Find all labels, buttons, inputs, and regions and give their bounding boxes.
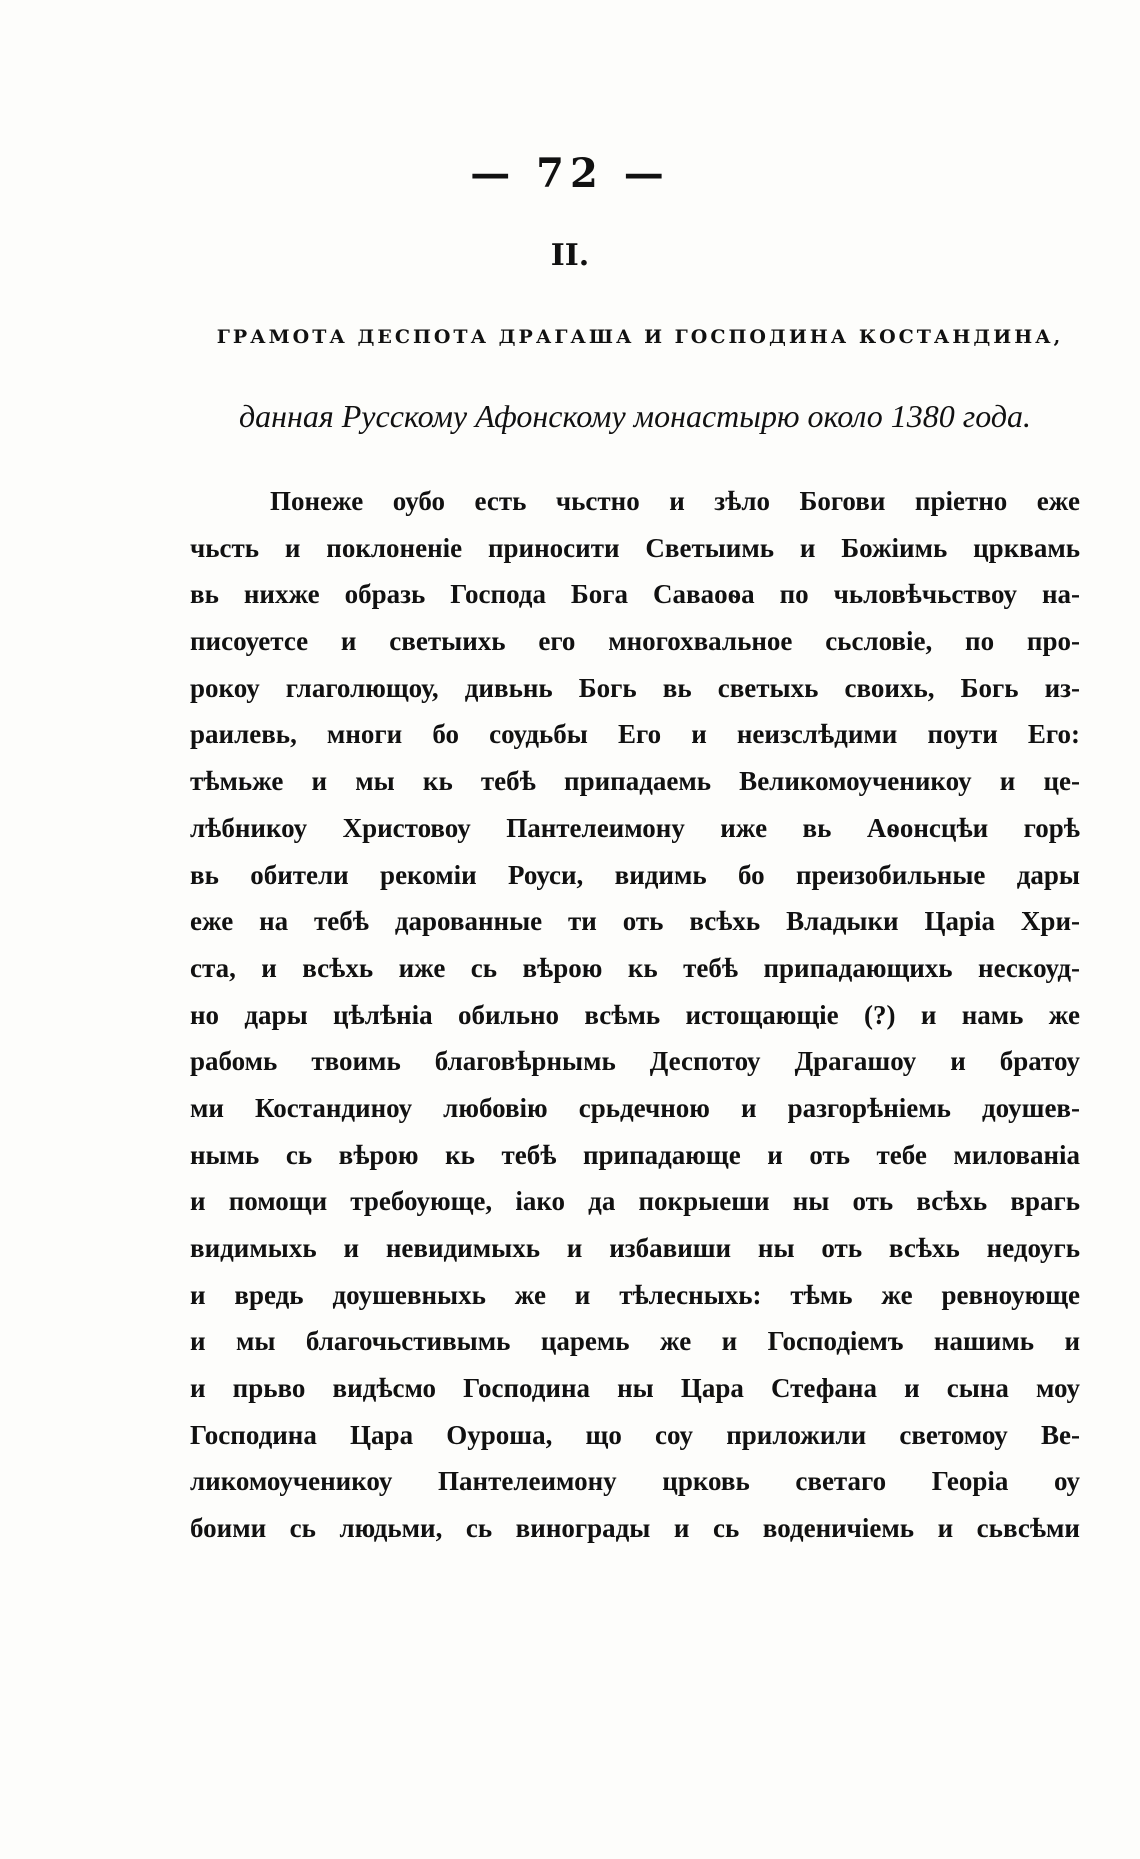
text-line: но дары цѣлѣнiа обильно всѣмь истощающiе (?) и намь же — [190, 999, 1080, 1030]
text-line: ми Костандиноу любовiю срьдечною и разгорѣнiемь доушев- — [190, 1092, 1080, 1123]
text-line: чьсть и поклоненiе приносити Светыимь и Божiимь црквамь — [190, 532, 1080, 563]
text-line: рокоу глаголющоу, дивьнь Богь вь светыхь своихь, Богь из- — [190, 672, 1080, 703]
text-line: и прьво видѣсмо Господина ны Цара Стефана и сына моу — [190, 1373, 1080, 1404]
body-text — [190, 478, 1080, 1552]
text-line: ликомоученикоу Пантелеимону црковь светаго Георiа оу — [190, 1466, 1080, 1497]
text-line: видимыхь и невидимыхь и избавиши ны оть всѣхь недоугь — [190, 1233, 1080, 1263]
text-line: боими сь людьми, сь винограды и сь воденичiемь и сьвсѣми — [190, 1513, 1080, 1544]
text-line: рабомь твоимь благовѣрнымь Деспотоу Драгашоу и братоу — [190, 1046, 1080, 1077]
text-line: вь обители рекомiи Роуси, видимь бо преизобильные дары — [190, 859, 1080, 890]
text-line: и помощи требоующе, iако да покрыеши ны оть всѣхь врагь — [190, 1186, 1080, 1217]
text-line: лѣбникоу Христовоу Пантелеимону иже вь Аѳонсцѣи горѣ — [190, 812, 1080, 843]
section-number: II. — [550, 238, 590, 273]
text-line: Господина Цара Оуроша, що соу приложили светомоу Ве- — [190, 1419, 1080, 1450]
text-line: нымь сь вѣрою кь тебѣ припадающе и оть тебе милованiа — [190, 1139, 1080, 1170]
text-line: тѣмьже и мы кь тебѣ припадаемь Великомоученикоу и це- — [190, 766, 1080, 797]
page-number: — 72 — — [470, 150, 670, 197]
text-line: ста, и всѣхь иже сь вѣрою кь тебѣ припадающихь нескоуд- — [190, 952, 1080, 983]
text-line: писоуетсе и светыихь его многохвальное сьсловiе, по про- — [190, 626, 1080, 657]
document-heading: ГРАМОТА ДЕСПОТА ДРАГАША И ГОСПОДИНА КОСТАНДИНА, — [216, 326, 1064, 348]
text-line: вь нихже образь Господа Бога Саваоѳа по чьловѣчьствоу на- — [190, 579, 1080, 610]
document-subheading: данная Русскому Афонскому монастырю около 1380 года. — [238, 398, 1032, 434]
text-line: Понеже оубо есть чьстно и зѣло Богови прiетно еже — [270, 486, 1080, 516]
text-line: еже на тебѣ дарованные ти оть всѣхь Владыки Царiа Хри- — [190, 906, 1080, 937]
text-line: и мы благочьстивымь царемь же и Господiемъ нашимь и — [190, 1326, 1080, 1357]
text-line: раилевь, многи бо соудьбы Его и неизслѣдими поути Его: — [190, 719, 1080, 750]
text-line: и вредь доушевныхь же и тѣлесныхь: тѣмь же ревноующе — [190, 1279, 1080, 1310]
